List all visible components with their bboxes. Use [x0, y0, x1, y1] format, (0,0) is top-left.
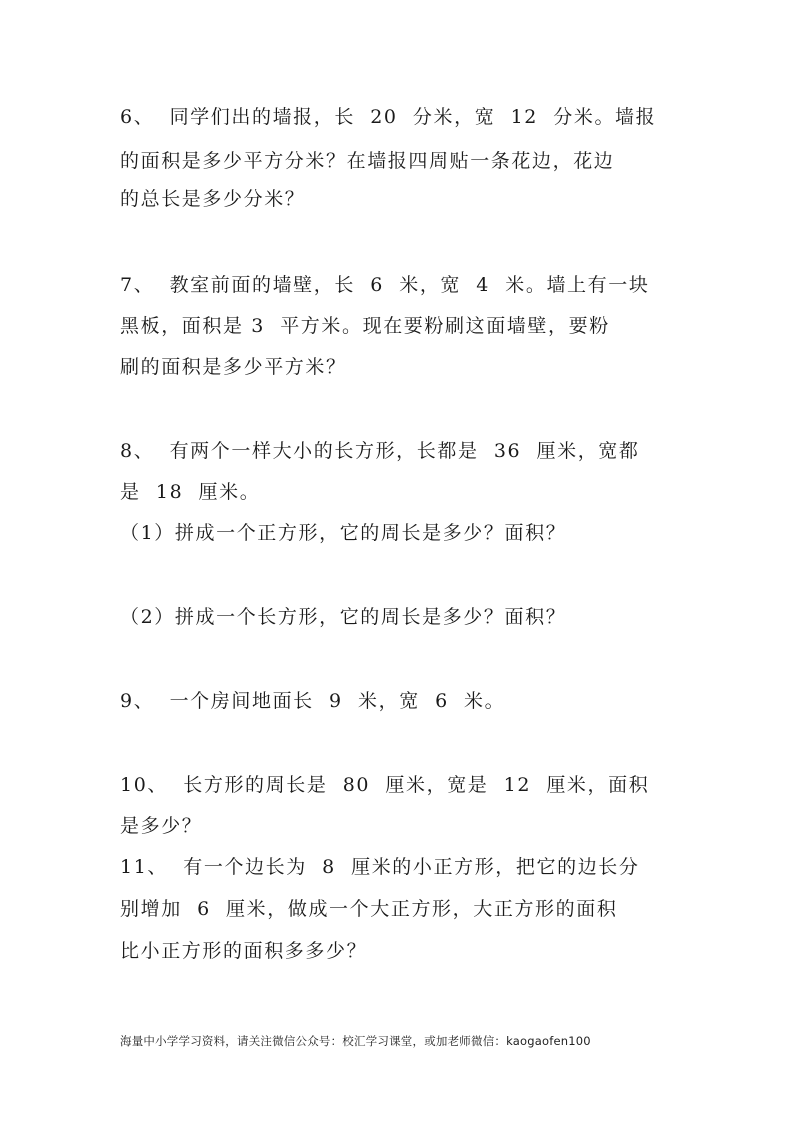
problem-11-line-3: 比小正方形的面积多多少？	[120, 940, 368, 962]
footer-notice: 海量中小学学习资料，请关注微信公众号：校汇学习课堂，或加老师微信：kaogaofen100	[120, 1034, 591, 1048]
problem-6-line-3: 的总长是多少分米？	[120, 188, 306, 210]
problem-11-line-2: 别增加 6 厘米，做成一个大正方形，大正方形的面积	[120, 898, 618, 920]
problem-8-sub-2: （2）拼成一个长方形，它的周长是多少？面积？	[120, 606, 567, 628]
problem-7-line-3: 刷的面积是多少平方米？	[120, 356, 347, 378]
problem-10-line-2: 是多少？	[120, 815, 203, 837]
problem-7-line-1: 7、 教室前面的墙壁，长 6 米，宽 4 米。墙上有一块	[120, 274, 650, 296]
problem-6-line-1: 6、 同学们出的墙报，长 20 分米，宽 12 分米。墙报	[120, 106, 657, 128]
problem-11-line-1: 11、 有一个边长为 8 厘米的小正方形，把它的边长分	[120, 856, 640, 878]
problem-8-sub-1: （1）拼成一个正方形，它的周长是多少？面积？	[120, 522, 567, 544]
problem-7-line-2: 黑板，面积是 3 平方米。现在要粉刷这面墙壁，要粉	[120, 315, 610, 337]
problem-8-line-1: 8、 有两个一样大小的长方形，长都是 36 厘米，宽都	[120, 440, 640, 462]
problem-6-line-2: 的面积是多少平方分米？在墙报四周贴一条花边，花边	[120, 150, 615, 172]
problem-9-line-1: 9、 一个房间地面长 9 米，宽 6 米。	[120, 690, 506, 712]
problem-10-line-1: 10、 长方形的周长是 80 厘米，宽是 12 厘米，面积	[120, 774, 650, 796]
problem-8-line-2: 是 18 厘米。	[120, 481, 261, 503]
